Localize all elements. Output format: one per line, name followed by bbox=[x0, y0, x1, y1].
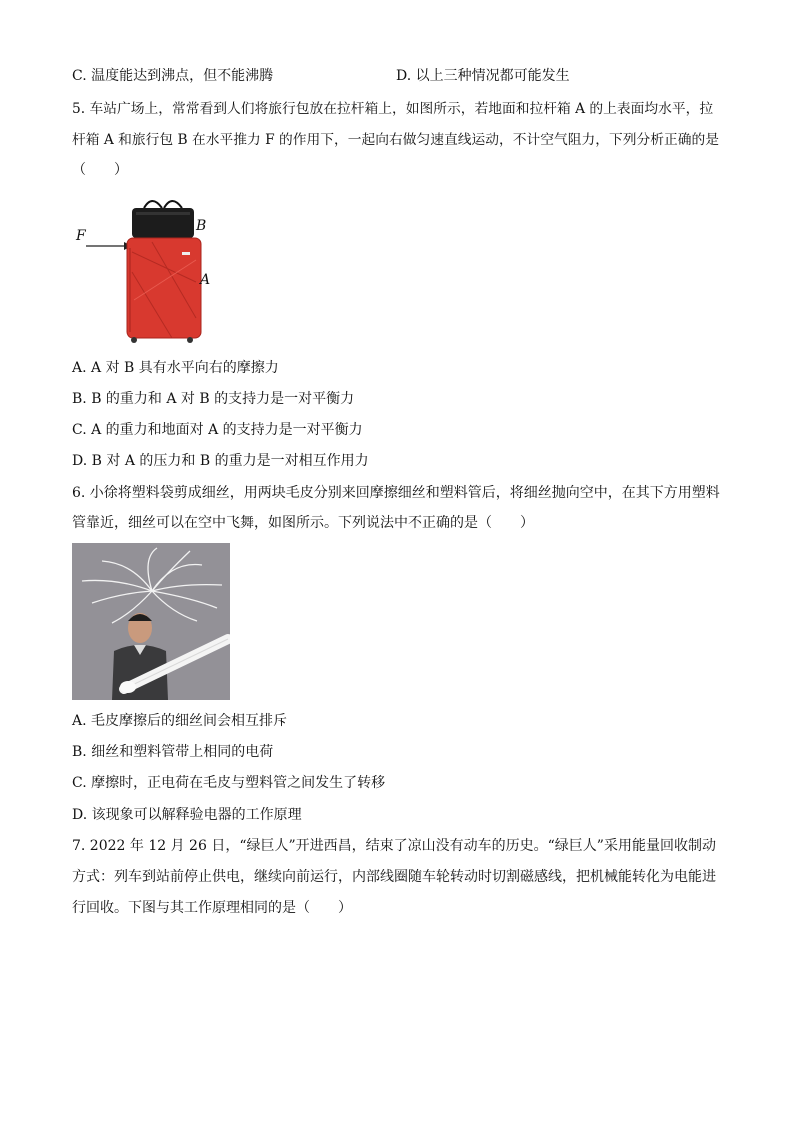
q7-stem-line2: 方式：列车到站前停止供电，继续向前运行，内部线圈随车轮转动时切割磁感线，把机械能转化为电能进 bbox=[72, 869, 716, 885]
q6-option-c: C. 摩擦时，正电荷在毛皮与塑料管之间发生了转移 bbox=[72, 775, 386, 791]
q5-stem-line2: 杆箱 A 和旅行包 B 在水平推力 F 的作用下，一起向右做匀速直线运动，不计空气阻力，下列分析正确的是 bbox=[72, 132, 720, 148]
q6-option-d: D. 该现象可以解释验电器的工作原理 bbox=[72, 807, 302, 823]
q7-stem-line3: 行回收。下图与其工作原理相同的是（ ） bbox=[72, 900, 352, 916]
q5-option-d: D. B 对 A 的压力和 B 的重力是一对相互作用力 bbox=[72, 453, 369, 469]
q4-option-d: D. 以上三种情况都可能发生 bbox=[396, 68, 570, 84]
q6-option-b: B. 细丝和塑料管带上相同的电荷 bbox=[72, 744, 274, 760]
q6-figure-photo bbox=[72, 543, 230, 700]
q6-stem-line1: 6. 小徐将塑料袋剪成细丝，用两块毛皮分别来回摩擦细丝和塑料管后，将细丝抛向空中，在其下方用塑料 bbox=[72, 485, 720, 501]
q6-option-a: A. 毛皮摩擦后的细丝间会相互排斥 bbox=[72, 713, 288, 729]
q5-option-a: A. A 对 B 具有水平向右的摩擦力 bbox=[72, 360, 279, 376]
q7-stem-line1: 7. 2022 年 12 月 26 日，“绿巨人”开进西昌，结束了凉山没有动车的历史。“绿巨人”采用能量回收制动 bbox=[72, 838, 716, 854]
q5-label-case: A bbox=[200, 272, 211, 288]
q5-stem-line1: 5. 车站广场上，常常看到人们将旅行包放在拉杆箱上，如图所示，若地面和拉杆箱 A 的上表面均水平，拉 bbox=[72, 101, 714, 117]
q5-figure-suitcase bbox=[72, 190, 222, 350]
q5-option-c: C. A 的重力和地面对 A 的支持力是一对平衡力 bbox=[72, 422, 363, 438]
q6-stem-line2: 管靠近，细丝可以在空中飞舞，如图所示。下列说法中不正确的是（ ） bbox=[72, 515, 534, 531]
q5-stem-line3: （ ） bbox=[72, 162, 128, 178]
q5-label-bag: B bbox=[196, 218, 207, 234]
q5-option-b: B. B 的重力和 A 对 B 的支持力是一对平衡力 bbox=[72, 391, 355, 407]
q4-option-c: C. 温度能达到沸点，但不能沸腾 bbox=[72, 68, 274, 84]
q5-label-force: F bbox=[76, 228, 86, 244]
